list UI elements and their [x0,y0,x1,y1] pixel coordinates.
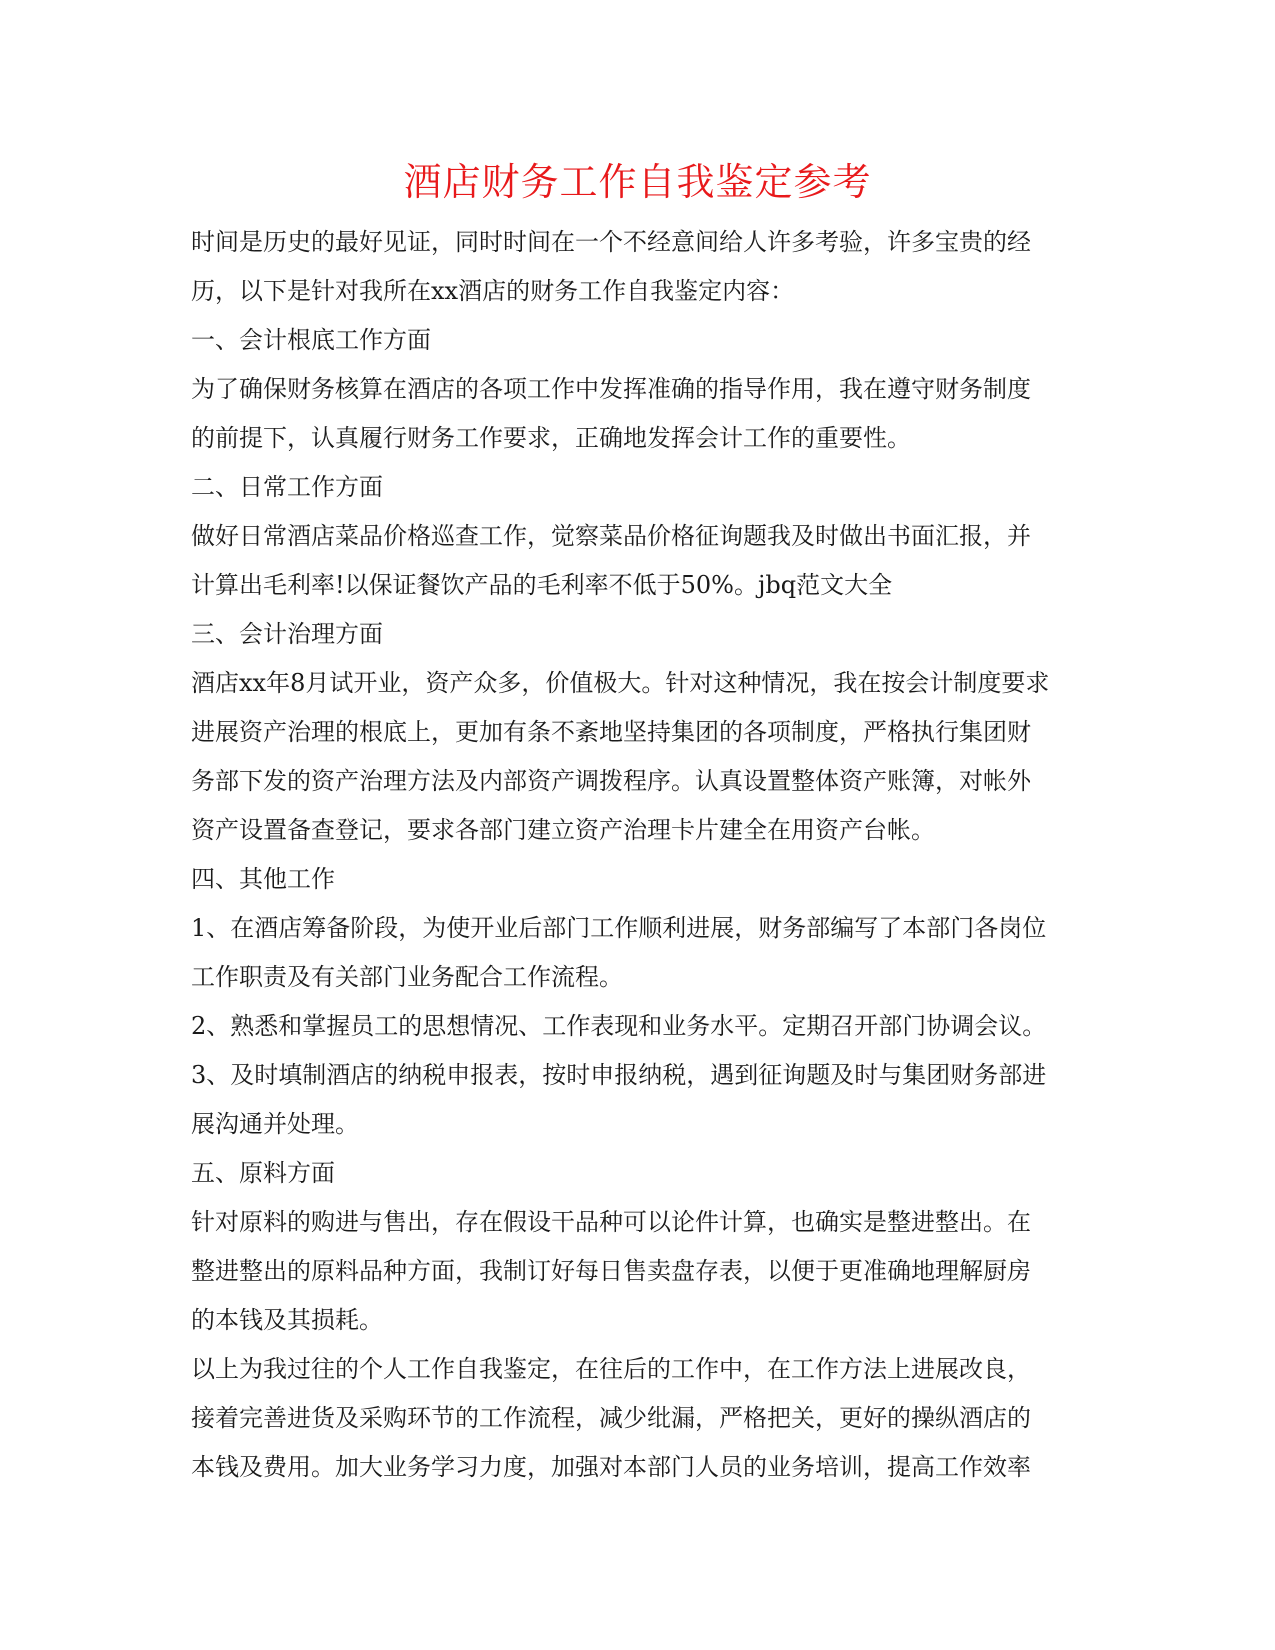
text-line: 资产设置备查登记，要求各部门建立资产治理卡片建全在用资产台帐。 [191,816,935,844]
text-line: 历，以下是针对我所在xx酒店的财务工作自我鉴定内容： [191,277,795,305]
text-line: 以上为我过往的个人工作自我鉴定，在往后的工作中，在工作方法上进展改良， [191,1355,1031,1383]
text-line: 针对原料的购进与售出，存在假设干品种可以论件计算，也确实是整进整出。在 [191,1208,1031,1236]
text-line: 的前提下，认真履行财务工作要求，正确地发挥会计工作的重要性。 [191,424,911,452]
text-line: 时间是历史的最好见证，同时时间在一个不经意间给人许多考验，许多宝贵的经 [191,228,1031,256]
section-heading: 三、会计治理方面 [191,620,383,648]
text-line: 的本钱及其损耗。 [191,1306,383,1334]
text-line: 进展资产治理的根底上，更加有条不紊地坚持集团的各项制度，严格执行集团财 [191,718,1031,746]
text-line: 做好日常酒店菜品价格巡查工作，觉察菜品价格征询题我及时做出书面汇报，并 [191,522,1031,550]
text-line: 酒店xx年8月试开业，资产众多，价值极大。针对这种情况，我在按会计制度要求 [191,669,1050,697]
document-body [191,218,1081,1492]
text-line: 计算出毛利率!以保证餐饮产品的毛利率不低于50%。jbq范文大全 [191,571,893,599]
text-line: 展沟通并处理。 [191,1110,359,1138]
section-heading: 五、原料方面 [191,1159,335,1187]
text-line: 务部下发的资产治理方法及内部资产调拨程序。认真设置整体资产账簿，对帐外 [191,767,1031,795]
text-line: 工作职责及有关部门业务配合工作流程。 [191,963,623,991]
section-heading: 一、会计根底工作方面 [191,326,431,354]
text-line: 整进整出的原料品种方面，我制订好每日售卖盘存表，以便于更准确地理解厨房 [191,1257,1031,1285]
document-title: 酒店财务工作自我鉴定参考 [403,160,872,204]
text-line: 1、在酒店筹备阶段，为使开业后部门工作顺利进展，财务部编写了本部门各岗位 [191,914,1047,942]
section-heading: 四、其他工作 [191,865,335,893]
text-line: 3、及时填制酒店的纳税申报表，按时申报纳税，遇到征询题及时与集团财务部进 [191,1061,1047,1089]
text-line: 接着完善进货及采购环节的工作流程，减少纰漏，严格把关，更好的操纵酒店的 [191,1404,1031,1432]
text-line: 为了确保财务核算在酒店的各项工作中发挥准确的指导作用，我在遵守财务制度 [191,375,1031,403]
text-line: 2、熟悉和掌握员工的思想情况、工作表现和业务水平。定期召开部门协调会议。 [191,1012,1047,1040]
section-heading: 二、日常工作方面 [191,473,383,501]
text-line: 本钱及费用。加大业务学习力度，加强对本部门人员的业务培训，提高工作效率 [191,1453,1031,1481]
